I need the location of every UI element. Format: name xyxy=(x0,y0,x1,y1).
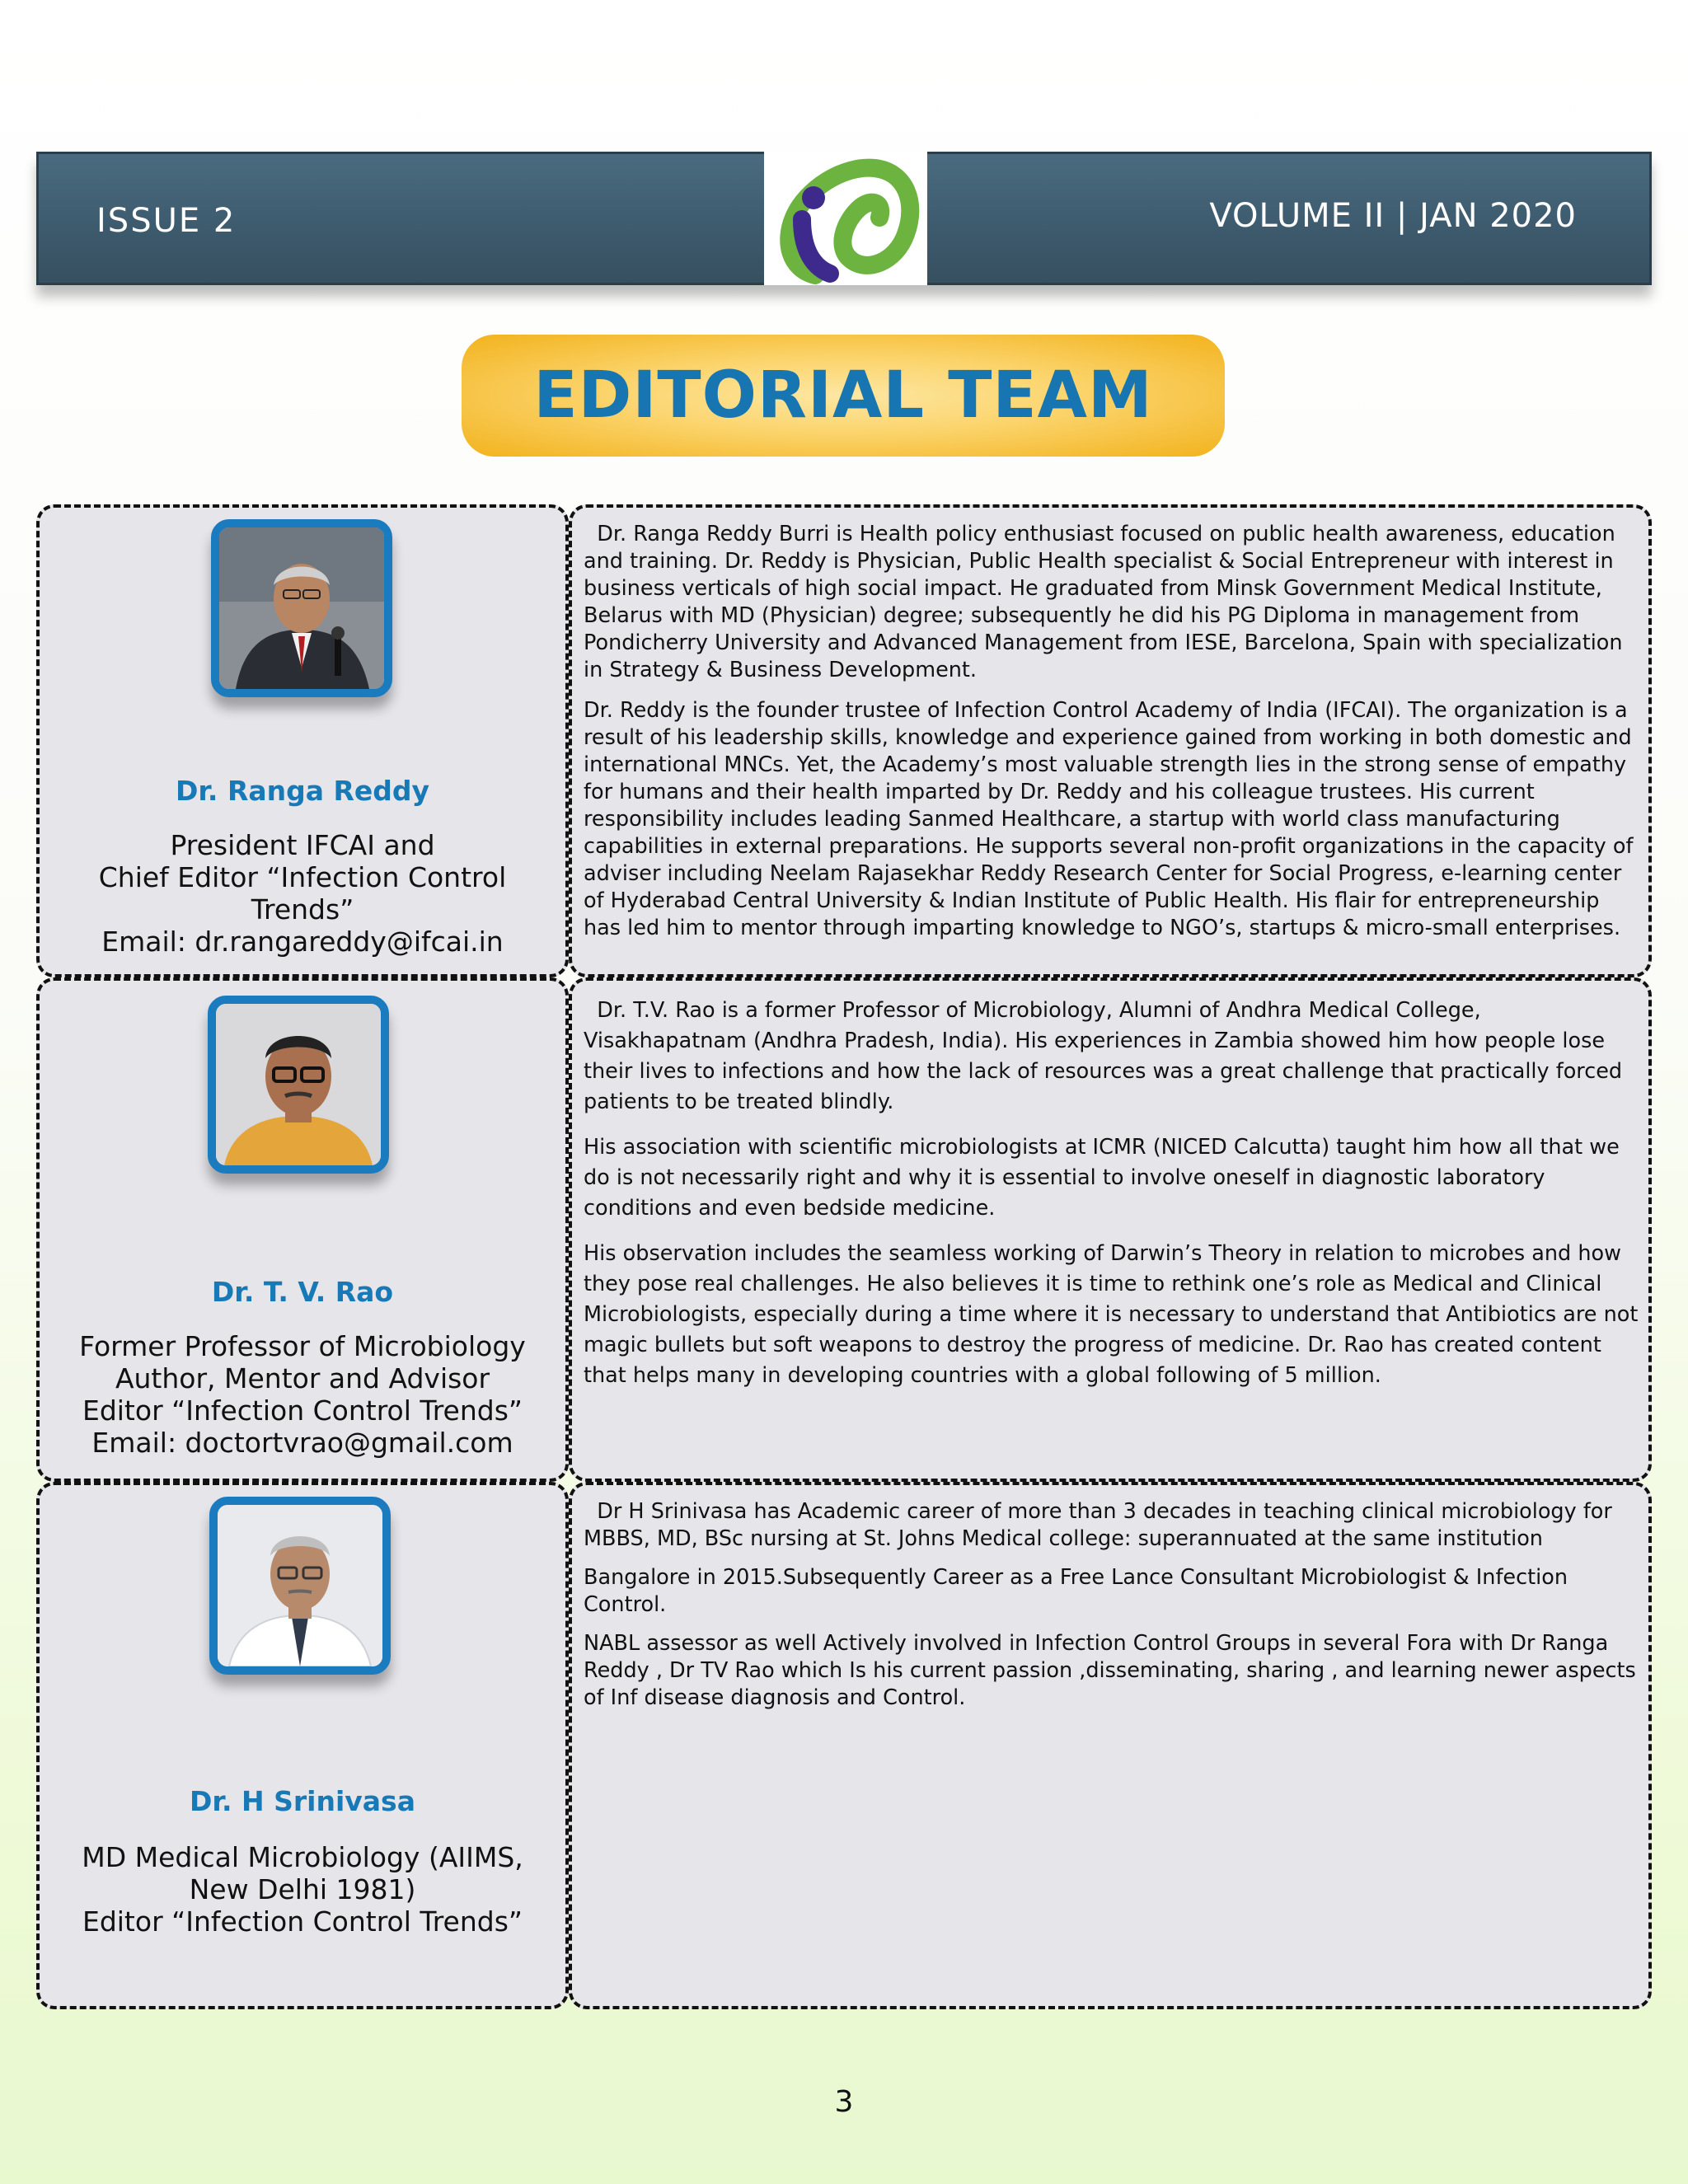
member-bio xyxy=(584,1498,1642,1725)
member-name: Dr. H Srinivasa xyxy=(190,1785,415,1817)
member-role xyxy=(40,1330,565,1459)
role-line: Author, Mentor and Advisor xyxy=(115,1362,490,1394)
bio-paragraph: Dr H Srinivasa has Academic career of more than 3 decades in teaching clinical microbiology for MBBS, MD, BSc nursing at St. Johns Medical college: superannuated at the same institution xyxy=(584,1499,1612,1551)
member-photo xyxy=(208,996,389,1174)
page-title: EDITORIAL TEAM xyxy=(533,359,1153,433)
role-line: Editor “Infection Control Trends” xyxy=(82,1394,523,1427)
bio-paragraph: Dr. T.V. Rao is a former Professor of Microbiology, Alumni of Andhra Medical College, Visakhapatnam (Andhra Pradesh, India). His experiences in Zambia showed him how people lose their lives to infections and how the lack of resources was a great challenge that practically forced patients to be treated blindly. xyxy=(584,998,1623,1114)
bio-paragraph: Dr. Reddy is the founder trustee of Infection Control Academy of India (IFCAI). The organization is a result of his leadership skills, knowledge and experience gained from working in both domestic and international MNCs. Yet, the Academy’s most valuable strength lies in the strong sense of empathy for humans and their health imparted by Dr. Reddy and his colleague trustees. His current responsibility includes leading Sanmed Healthcare, a startup with world class manufacturing capabilities in external preparations. He supports several non-profit organizations in the capacity of adviser including Neelam Rajasekhar Reddy Research Center for Social Progress, e-learning center of Hyderabad Central University & Indian Institute of Public Health. His flair for entrepreneurship has led him to mentor through imparting knowledge to NGO’s, startups & micro-small enterprises. xyxy=(584,698,1634,940)
role-line: MD Medical Microbiology (AIIMS, xyxy=(82,1841,523,1873)
role-line: Former Professor of Microbiology xyxy=(79,1330,526,1362)
member-photo xyxy=(211,519,392,697)
role-line: Editor “Infection Control Trends” xyxy=(82,1905,523,1938)
member-bio xyxy=(584,521,1642,955)
member-name: Dr. Ranga Reddy xyxy=(175,775,430,807)
section-title-banner xyxy=(462,335,1225,457)
member-email: Email: dr.rangareddy@ifcai.in xyxy=(101,926,504,958)
member-role xyxy=(40,829,565,958)
member-bio-cell xyxy=(569,977,1652,1482)
role-line: Trends” xyxy=(251,893,354,926)
member-profile-cell xyxy=(36,977,569,1482)
role-line: President IFCAI and xyxy=(170,829,435,861)
page-number: 3 xyxy=(834,2085,854,2119)
bio-paragraph: Dr. Ranga Reddy Burri is Health policy enthusiast focused on public health awareness, education and training. Dr. Reddy is Physician, Public Health specialist & Social Entrepreneur with interest in business verticals of high social impact. He graduated from Minsk Government Medical Institute, Belarus with MD (Physician) degree; subsequently he did his PG Diploma in management from Pondicherry University and Advanced Management from IESE, Barcelona, Spain with specialization in Strategy & Business Development. xyxy=(584,522,1623,682)
member-bio xyxy=(584,996,1642,1404)
member-profile-cell xyxy=(36,504,569,977)
bio-paragraph: His observation includes the seamless working of Darwin’s Theory in relation to microbes and how they pose real challenges. He also believes it is time to rethink one’s role as Medical and Clinical Microbiologists, especially during a time where it is necessary to understand that Antibiotics are not magic bullets but soft weapons to destroy the progress of medicine. Dr. Rao has created content that helps many in developing countries with a global following of 5 million. xyxy=(584,1241,1639,1388)
role-line: New Delhi 1981) xyxy=(189,1873,416,1905)
member-profile-cell xyxy=(36,1482,569,2009)
member-email: Email: doctortvrao@gmail.com xyxy=(91,1427,513,1459)
member-name: Dr. T. V. Rao xyxy=(211,1276,394,1308)
header-bar xyxy=(36,152,1652,285)
issue-label: ISSUE 2 xyxy=(96,202,237,240)
member-photo xyxy=(209,1497,391,1675)
role-line: Chief Editor “Infection Control xyxy=(98,861,507,893)
bio-paragraph: NABL assessor as well Actively involved in Infection Control Groups in several Fora with Dr Ranga Reddy , Dr TV Rao which Is his current passion ,disseminating, sharing , and learning newer aspects of Inf disease diagnosis and Control. xyxy=(584,1631,1636,1710)
bio-paragraph: Bangalore in 2015.Subsequently Career as a Free Lance Consultant Microbiologist & Infection Control. xyxy=(584,1565,1568,1617)
bio-paragraph: His association with scientific microbiologists at ICMR (NICED Calcutta) taught him how all that we do is not necessarily right and why it is essential to involve oneself in diagnostic laboratory conditions and even bedside medicine. xyxy=(584,1135,1620,1221)
member-bio-cell xyxy=(569,1482,1652,2009)
logo xyxy=(764,152,927,285)
member-role xyxy=(40,1841,565,1938)
volume-date: VOLUME II | JAN 2020 xyxy=(1209,197,1577,235)
member-bio-cell xyxy=(569,504,1652,977)
ie-logo-icon xyxy=(772,152,921,285)
